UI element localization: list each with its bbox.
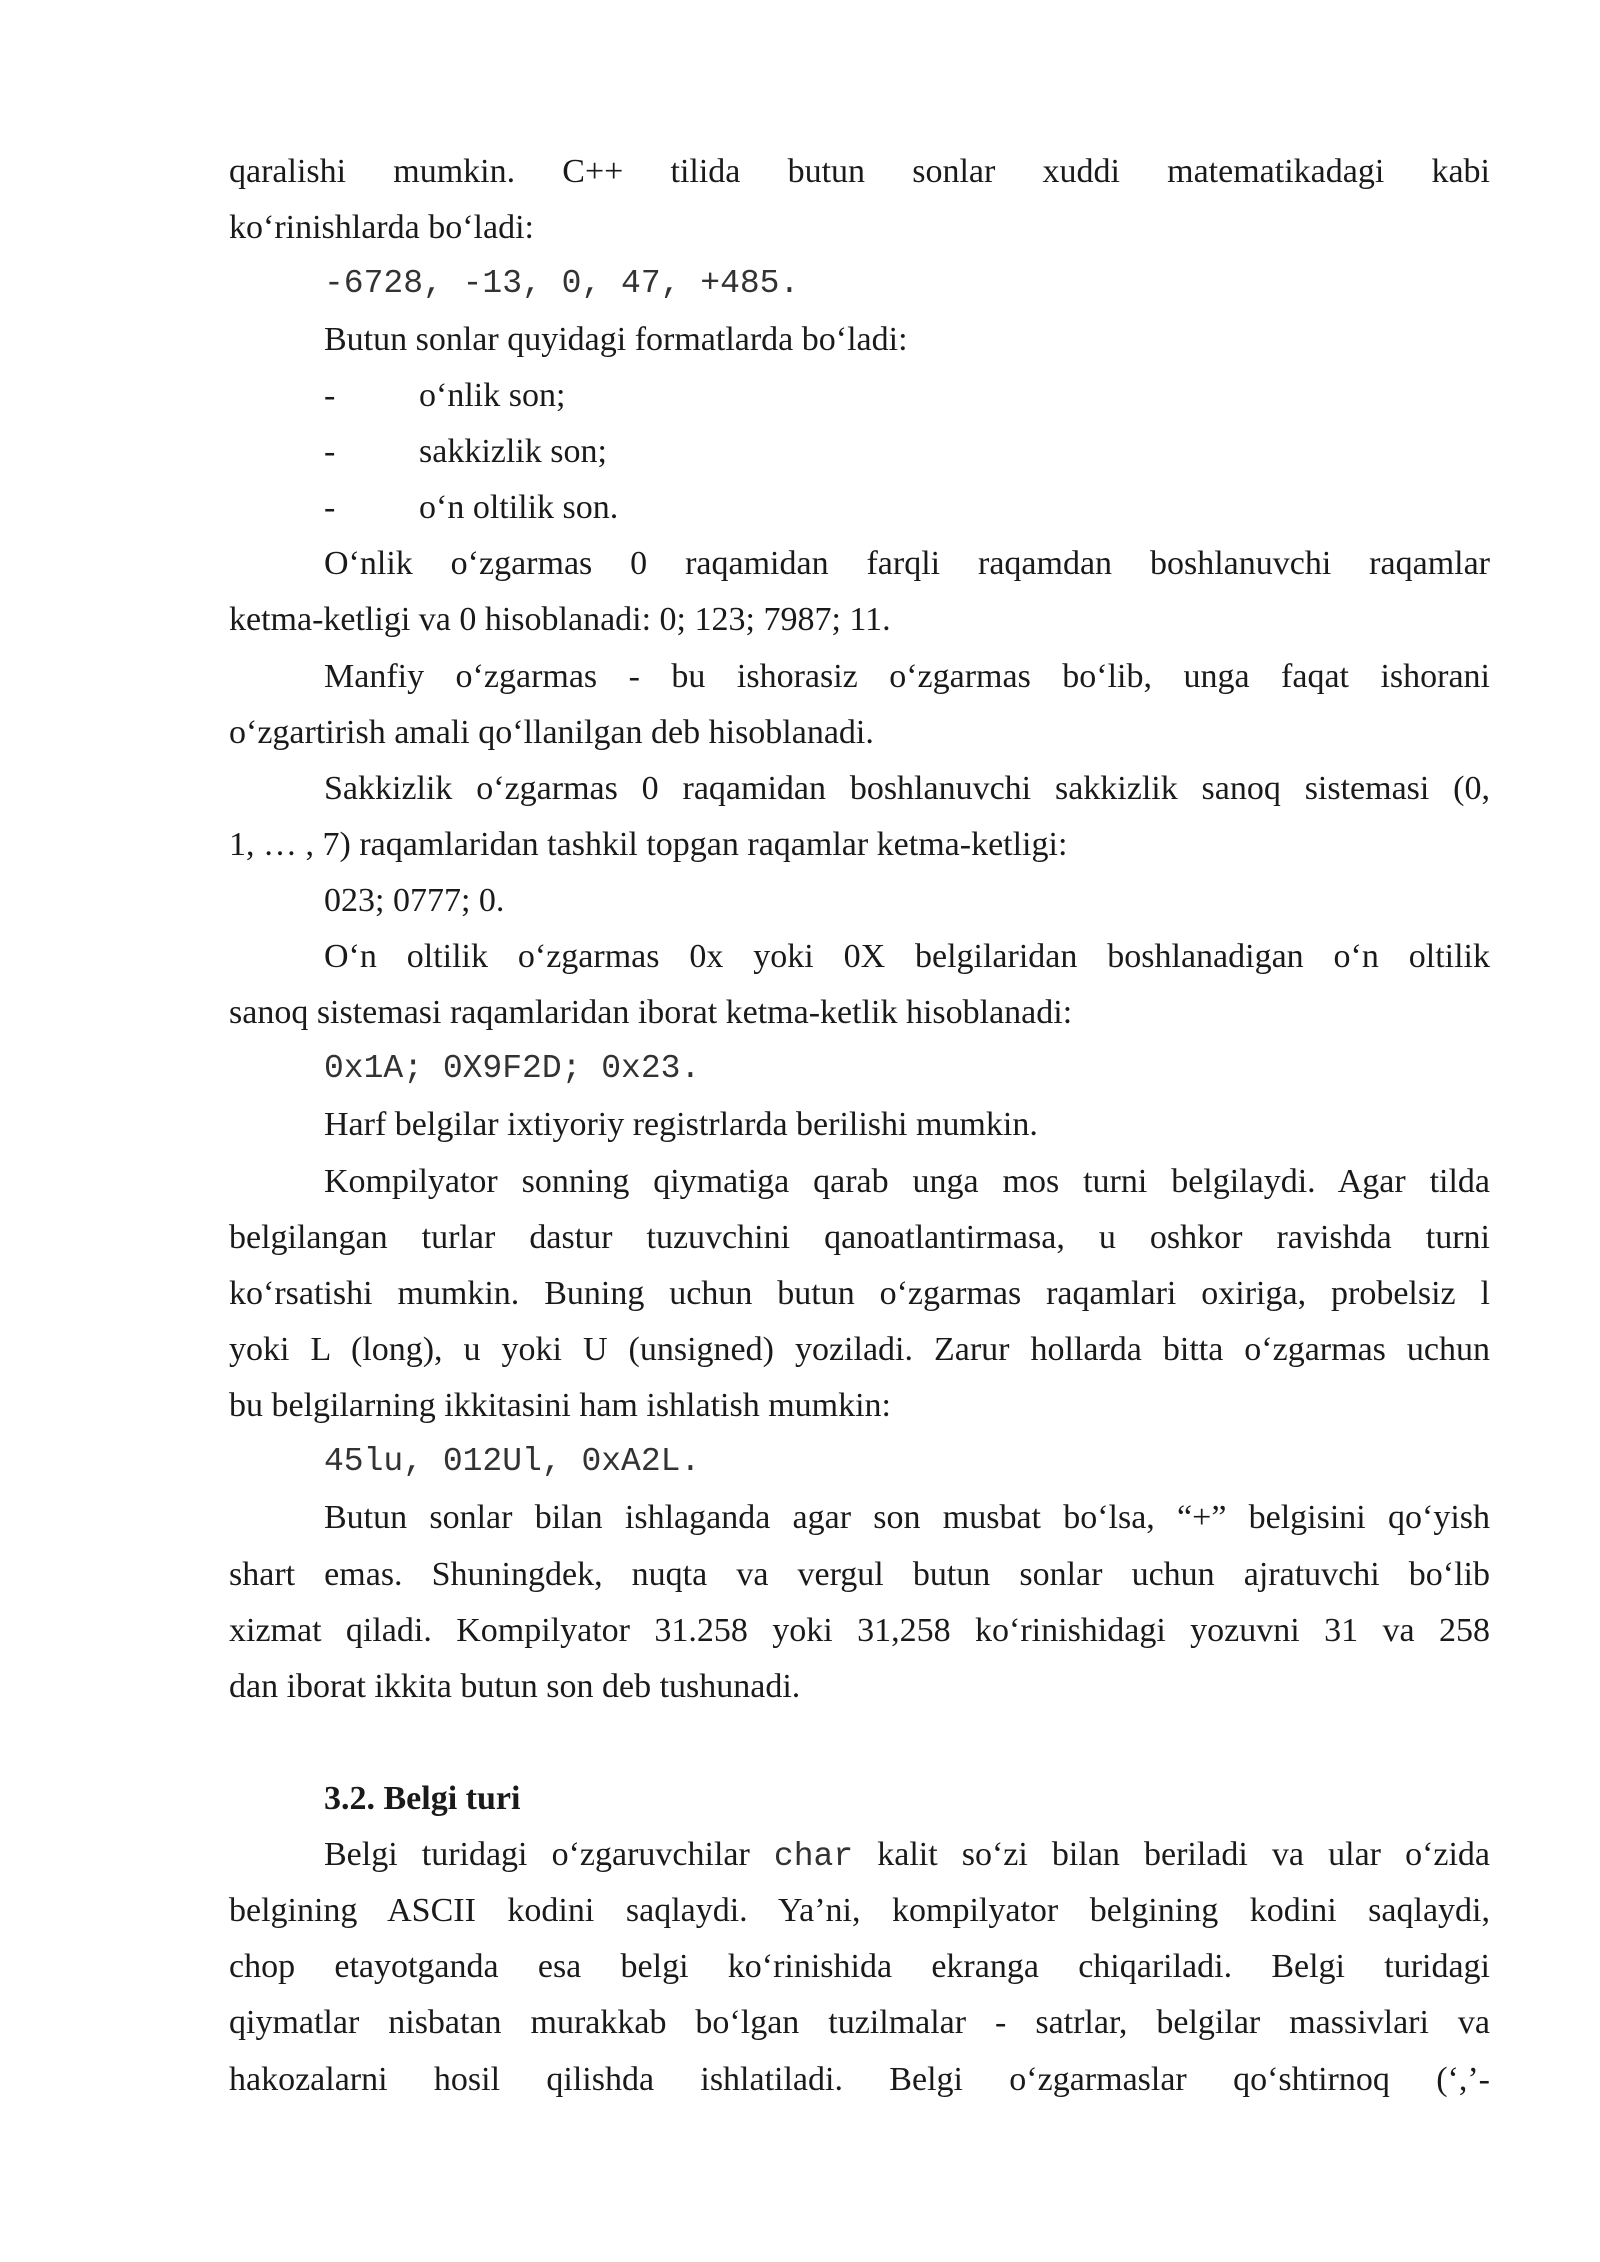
text-line: Butun sonlar quyidagi formatlarda bo‘ladi:: [324, 321, 908, 358]
text-line: [324, 1835, 1490, 1877]
text-line: belgilangan turlar dastur tuzuvchini qanoatlantirmasa, u oshkor ravishda turni: [229, 1219, 1490, 1256]
text-line: Kompilyator sonning qiymatiga qarab unga mos turni belgilaydi. Agar tilda: [324, 1163, 1490, 1200]
text-line: ko‘rsatishi mumkin. Buning uchun butun o‘zgarmas raqamlari oxiriga, probelsiz l: [229, 1275, 1490, 1312]
list-dash: -: [324, 433, 336, 470]
text-line: sanoq sistemasi raqamlaridan iborat ketma-ketlik hisoblanadi:: [229, 994, 1073, 1031]
text-line: belgining ASCII kodini saqlaydi. Ya’ni, kompilyator belgining kodini saqlaydi,: [229, 1892, 1490, 1929]
list-dash: -: [324, 377, 336, 414]
text-line: Sakkizlik o‘zgarmas 0 raqamidan boshlanuvchi sakkizlik sanoq sistemasi (0,: [324, 770, 1490, 807]
text-line: O‘nlik o‘zgarmas 0 raqamidan farqli raqamdan boshlanuvchi raqamlar: [324, 545, 1490, 582]
text-line: O‘n oltilik o‘zgarmas 0x yoki 0X belgilaridan boshlanadigan o‘n oltilik: [324, 938, 1490, 975]
list-dash: -: [324, 489, 336, 526]
text-line: bu belgilarning ikkitasini ham ishlatish mumkin:: [229, 1387, 892, 1424]
text-line: o‘zgartirish amali qo‘llanilgan deb hisoblanadi.: [229, 714, 874, 751]
text-line: xizmat qiladi. Kompilyator 31.258 yoki 31,258 ko‘rinishidagi yozuvni 31 va 258: [229, 1612, 1490, 1649]
text-line: hakozalarni hosil qilishda ishlatiladi. Belgi o‘zgarmaslar qo‘shtirnoq (‘,’-: [229, 2061, 1490, 2098]
list-item: o‘n oltilik son.: [419, 489, 619, 526]
text-line: 1, … , 7) raqamlaridan tashkil topgan raqamlar ketma-ketligi:: [229, 826, 1068, 863]
text-line: qaralishi mumkin. C++ tilida butun sonlar xuddi matematikadagi kabi: [229, 153, 1490, 190]
text-line: ko‘rinishlarda bo‘ladi:: [229, 209, 534, 246]
text-line: Manfiy o‘zgarmas - bu ishorasiz o‘zgarmas bo‘lib, unga faqat ishorani: [324, 658, 1490, 695]
text-line: 023; 0777; 0.: [324, 882, 505, 919]
code-line: -6728, -13, 0, 47, +485.: [324, 265, 800, 302]
list-item: o‘nlik son;: [419, 377, 566, 414]
text-span: Belgi turidagi o‘zgaruvchilar: [324, 1836, 750, 1873]
section-heading: 3.2. Belgi turi: [324, 1780, 521, 1817]
text-line: Harf belgilar ixtiyoriy registrlarda berilishi mumkin.: [324, 1106, 1038, 1143]
text-line: yoki L (long), u yoki U (unsigned) yoziladi. Zarur hollarda bitta o‘zgarmas uchun: [229, 1331, 1490, 1368]
text-line: chop etayotganda esa belgi ko‘rinishida ekranga chiqariladi. Belgi turidagi: [229, 1948, 1490, 1985]
text-line: dan iborat ikkita butun son deb tushunadi.: [229, 1668, 801, 1705]
text-line: shart emas. Shuningdek, nuqta va vergul butun sonlar uchun ajratuvchi bo‘lib: [229, 1556, 1490, 1593]
text-span: kalit so‘zi bilan beriladi va ular o‘zida: [877, 1836, 1491, 1873]
text-line: ketma-ketligi va 0 hisoblanadi: 0; 123; 7987; 11.: [229, 601, 891, 638]
keyword-char: char: [773, 1838, 854, 1875]
code-line: 45lu, 012Ul, 0xA2L.: [324, 1443, 701, 1480]
code-line: 0x1A; 0X9F2D; 0x23.: [324, 1050, 701, 1087]
text-line: Butun sonlar bilan ishlaganda agar son musbat bo‘lsa, “+” belgisini qo‘yish: [324, 1499, 1490, 1536]
text-line: qiymatlar nisbatan murakkab bo‘lgan tuzilmalar - satrlar, belgilar massivlari va: [229, 2004, 1490, 2041]
list-item: sakkizlik son;: [419, 433, 607, 470]
